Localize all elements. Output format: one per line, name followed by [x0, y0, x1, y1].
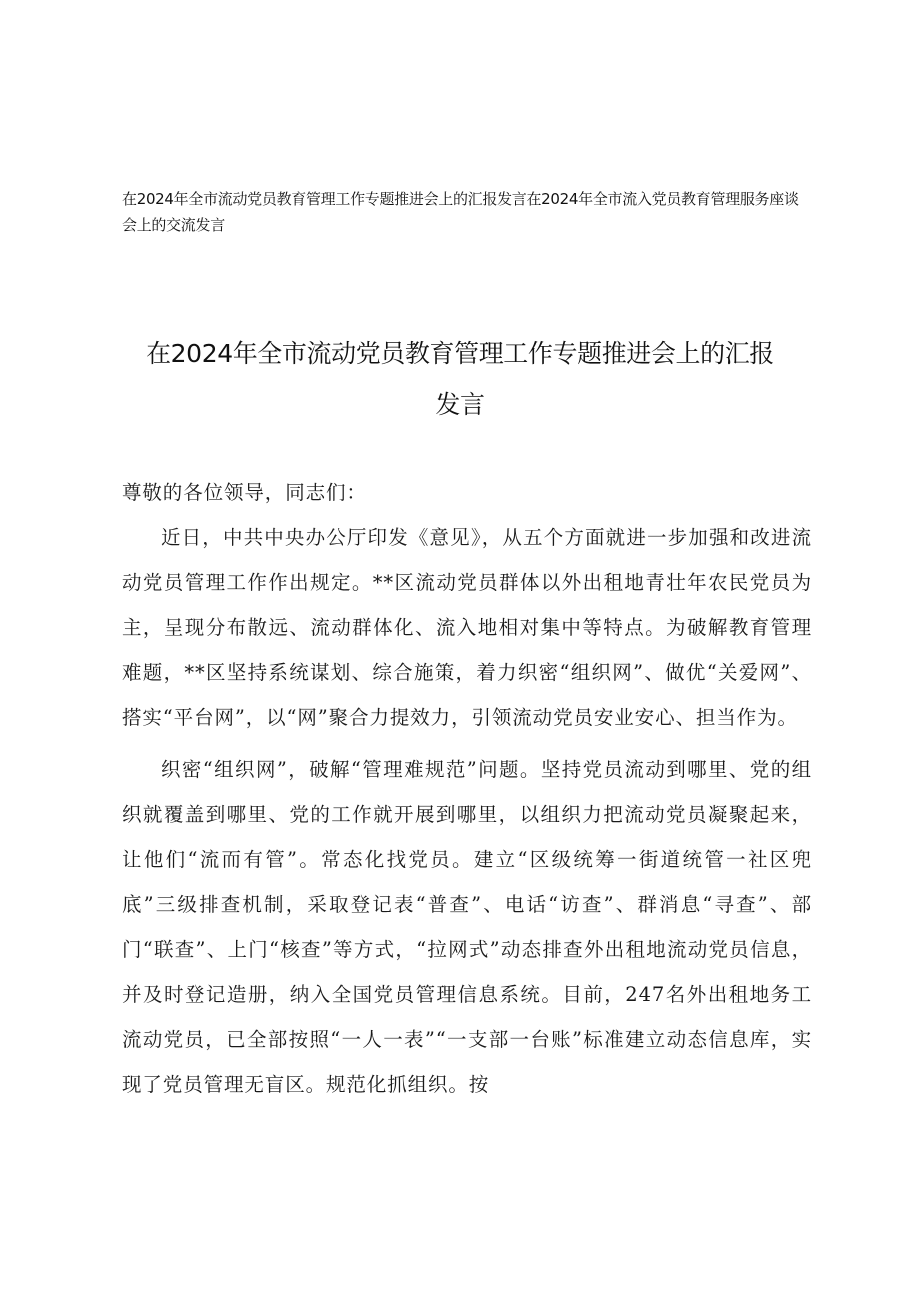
paragraph-organization-network: 织密“组织网”，破解“管理难规范”问题。坚持党员流动到哪里、党的组织就覆盖到哪里、党的工作就开展到哪里，以组织力把流动党员凝聚起来，让他们“流而有管”。常态化找党员。建立“区级统筹一街道统管一社区兜底”三级排查机制，采取登记表“普查”、电话“访查”、群消息“寻查”、部门“联查”、上门“核查”等方式，“拉网式”动态排查外出租地流动党员信息，并及时登记造册，纳入全国党员管理信息系统。目前，247名外出租地务工流动党员，已全部按照“一人一表”“一支部一台账”标准建立动态信息库，实现了党员管理无盲区。规范化抓组织。按 [122, 758, 812, 1096]
paragraph-intro: 近日，中共中央办公厅印发《意见》，从五个方面就进一步加强和改进流动党员管理工作作出规定。**区流动党员群体以外出租地青壮年农民党员为主，呈现分布散远、流动群体化、流入地相对集中等特点。为破解教育管理难题，**区坚持系统谋划、综合施策，着力织密“组织网”、做优“关爱网”、搭实“平台网”，以“网”聚合力提效力，引领流动党员安业安心、担当作为。 [122, 526, 812, 729]
salutation: 尊敬的各位领导，同志们： [122, 481, 367, 504]
document-body [122, 470, 812, 1107]
document-header-text: 在2024年全市流动党员教育管理工作专题推进会上的汇报发言在2024年全市流入党员教育管理服务座谈会上的交流发言 [122, 190, 799, 234]
document-title: 在2024年全市流动党员教育管理工作专题推进会上的汇报发言 [146, 339, 774, 419]
